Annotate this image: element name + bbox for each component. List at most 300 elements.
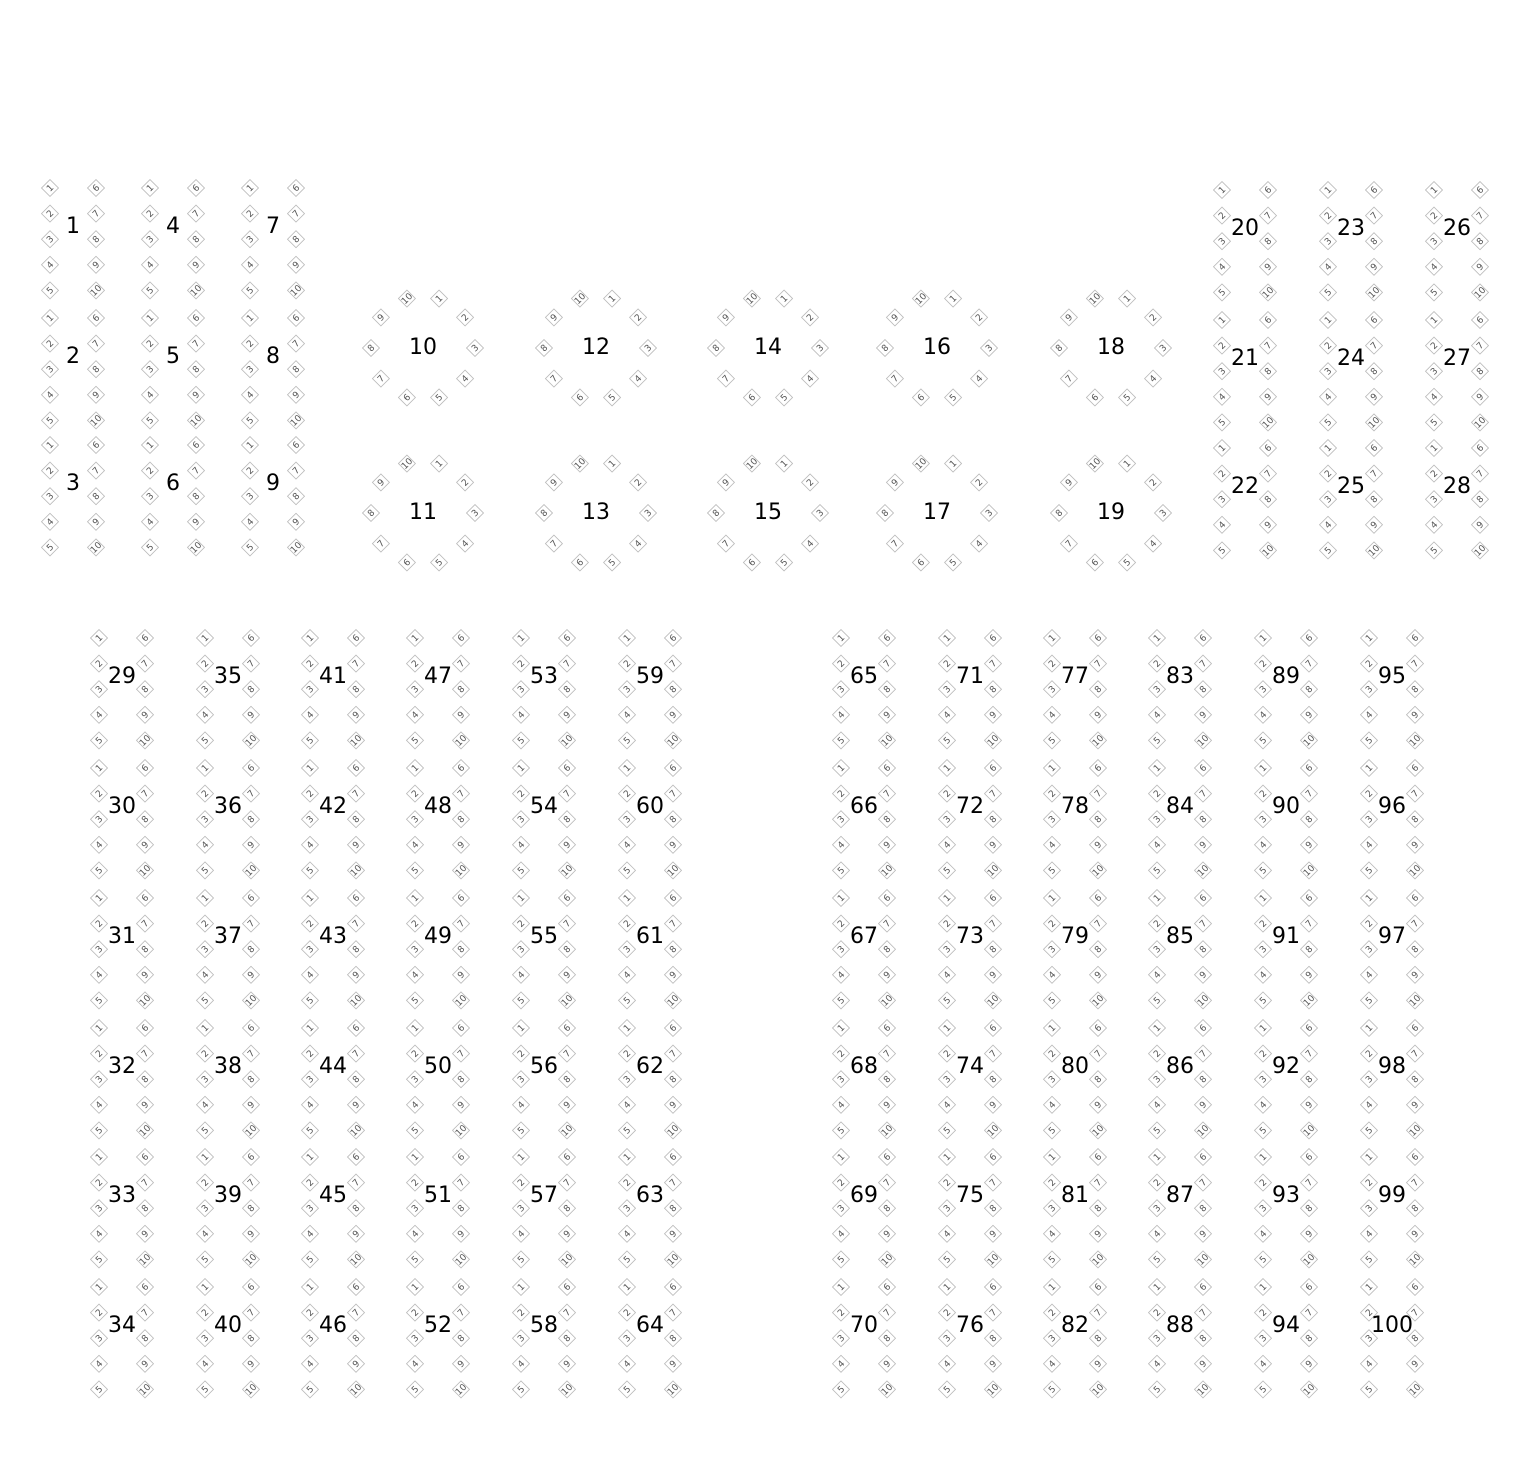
table-15[interactable]	[708, 455, 829, 571]
seat[interactable]	[1149, 630, 1166, 647]
seat[interactable]	[513, 1149, 530, 1166]
seat[interactable]	[188, 256, 205, 273]
seat[interactable]	[879, 1071, 896, 1088]
seat[interactable]	[288, 513, 305, 530]
seat[interactable]	[665, 992, 682, 1009]
seat[interactable]	[1361, 1122, 1378, 1139]
seat[interactable]	[985, 1304, 1002, 1321]
seat[interactable]	[559, 1251, 576, 1268]
seat[interactable]	[407, 1045, 424, 1062]
seat[interactable]	[197, 836, 214, 853]
seat[interactable]	[1366, 233, 1383, 250]
seat[interactable]	[348, 630, 365, 647]
seat[interactable]	[1407, 1200, 1424, 1217]
seat[interactable]	[302, 1174, 319, 1191]
seat[interactable]	[985, 966, 1002, 983]
seat[interactable]	[559, 1330, 576, 1347]
table-56[interactable]	[513, 1020, 576, 1139]
seat[interactable]	[137, 1200, 154, 1217]
table-81[interactable]	[1044, 1149, 1107, 1268]
table-66[interactable]	[833, 760, 896, 879]
seat[interactable]	[1426, 388, 1443, 405]
seat[interactable]	[559, 890, 576, 907]
seat[interactable]	[1090, 1122, 1107, 1139]
seat[interactable]	[985, 1149, 1002, 1166]
seat[interactable]	[188, 205, 205, 222]
seat[interactable]	[91, 1122, 108, 1139]
seat[interactable]	[398, 554, 415, 571]
seat[interactable]	[1060, 535, 1077, 552]
seat[interactable]	[1320, 312, 1337, 329]
seat[interactable]	[197, 1381, 214, 1398]
seat[interactable]	[288, 462, 305, 479]
seat[interactable]	[985, 992, 1002, 1009]
seat[interactable]	[619, 992, 636, 1009]
seat[interactable]	[197, 630, 214, 647]
seat[interactable]	[197, 1279, 214, 1296]
seat[interactable]	[912, 455, 929, 472]
seat[interactable]	[619, 1251, 636, 1268]
seat[interactable]	[137, 1381, 154, 1398]
seat[interactable]	[137, 1071, 154, 1088]
seat[interactable]	[1086, 554, 1103, 571]
seat[interactable]	[1149, 732, 1166, 749]
seat[interactable]	[1426, 363, 1443, 380]
seat[interactable]	[1426, 337, 1443, 354]
seat[interactable]	[879, 811, 896, 828]
seat[interactable]	[1195, 966, 1212, 983]
seat[interactable]	[1361, 811, 1378, 828]
seat[interactable]	[513, 836, 530, 853]
seat[interactable]	[453, 890, 470, 907]
seat[interactable]	[1255, 941, 1272, 958]
seat[interactable]	[513, 1045, 530, 1062]
seat[interactable]	[1472, 388, 1489, 405]
table-22[interactable]	[1214, 440, 1277, 559]
seat[interactable]	[513, 1251, 530, 1268]
seat[interactable]	[1361, 1355, 1378, 1372]
table-74[interactable]	[939, 1020, 1002, 1139]
seat[interactable]	[717, 474, 734, 491]
seat[interactable]	[1320, 491, 1337, 508]
seat[interactable]	[453, 1020, 470, 1037]
seat[interactable]	[302, 630, 319, 647]
seat[interactable]	[912, 389, 929, 406]
seat[interactable]	[1044, 992, 1061, 1009]
seat[interactable]	[1149, 862, 1166, 879]
seat[interactable]	[1255, 862, 1272, 879]
seat[interactable]	[559, 1225, 576, 1242]
seat[interactable]	[802, 370, 819, 387]
seat[interactable]	[939, 1330, 956, 1347]
seat[interactable]	[1301, 915, 1318, 932]
seat[interactable]	[1214, 337, 1231, 354]
seat[interactable]	[939, 862, 956, 879]
table-98[interactable]	[1361, 1020, 1424, 1139]
seat[interactable]	[513, 1304, 530, 1321]
seat[interactable]	[1407, 1225, 1424, 1242]
seat[interactable]	[559, 1020, 576, 1037]
table-3[interactable]	[42, 437, 105, 556]
table-58[interactable]	[513, 1279, 576, 1398]
seat[interactable]	[242, 256, 259, 273]
seat[interactable]	[348, 862, 365, 879]
seat[interactable]	[1195, 811, 1212, 828]
seat[interactable]	[1255, 992, 1272, 1009]
seat[interactable]	[348, 1330, 365, 1347]
seat[interactable]	[971, 535, 988, 552]
seat[interactable]	[1149, 655, 1166, 672]
seat[interactable]	[407, 915, 424, 932]
seat[interactable]	[348, 760, 365, 777]
seat[interactable]	[407, 1279, 424, 1296]
seat[interactable]	[630, 309, 647, 326]
seat[interactable]	[142, 513, 159, 530]
seat[interactable]	[1361, 890, 1378, 907]
seat[interactable]	[1407, 1149, 1424, 1166]
seat[interactable]	[665, 862, 682, 879]
seat[interactable]	[1044, 1251, 1061, 1268]
seat[interactable]	[619, 811, 636, 828]
seat[interactable]	[1407, 915, 1424, 932]
seat[interactable]	[1255, 1096, 1272, 1113]
seat[interactable]	[1361, 941, 1378, 958]
seat[interactable]	[1255, 760, 1272, 777]
table-89[interactable]	[1255, 630, 1318, 749]
seat[interactable]	[348, 1122, 365, 1139]
table-87[interactable]	[1149, 1149, 1212, 1268]
seat[interactable]	[1044, 785, 1061, 802]
seat[interactable]	[407, 1149, 424, 1166]
table-50[interactable]	[407, 1020, 470, 1139]
seat[interactable]	[1195, 1330, 1212, 1347]
seat[interactable]	[1044, 1381, 1061, 1398]
seat[interactable]	[137, 1251, 154, 1268]
seat[interactable]	[1320, 284, 1337, 301]
seat[interactable]	[1145, 474, 1162, 491]
table-20[interactable]	[1214, 182, 1277, 301]
seat[interactable]	[1260, 542, 1277, 559]
seat[interactable]	[1260, 388, 1277, 405]
seat[interactable]	[985, 1330, 1002, 1347]
seat[interactable]	[1044, 811, 1061, 828]
seat[interactable]	[879, 1200, 896, 1217]
seat[interactable]	[1472, 440, 1489, 457]
seat[interactable]	[1301, 862, 1318, 879]
seat[interactable]	[513, 732, 530, 749]
seat[interactable]	[1090, 1251, 1107, 1268]
seat[interactable]	[1407, 1381, 1424, 1398]
seat[interactable]	[1149, 1225, 1166, 1242]
seat[interactable]	[142, 437, 159, 454]
seat[interactable]	[1044, 1279, 1061, 1296]
seat[interactable]	[665, 760, 682, 777]
seat[interactable]	[1426, 182, 1443, 199]
seat[interactable]	[559, 941, 576, 958]
seat[interactable]	[91, 1149, 108, 1166]
seat[interactable]	[559, 706, 576, 723]
seat[interactable]	[1260, 414, 1277, 431]
table-36[interactable]	[197, 760, 260, 879]
seat[interactable]	[137, 681, 154, 698]
seat[interactable]	[453, 1381, 470, 1398]
seat[interactable]	[1407, 1355, 1424, 1372]
seat[interactable]	[91, 785, 108, 802]
seat[interactable]	[879, 706, 896, 723]
seat[interactable]	[665, 966, 682, 983]
table-37[interactable]	[197, 890, 260, 1009]
seat[interactable]	[1361, 655, 1378, 672]
table-43[interactable]	[302, 890, 365, 1009]
table-7[interactable]	[242, 180, 305, 299]
seat[interactable]	[42, 231, 59, 248]
seat[interactable]	[1090, 1200, 1107, 1217]
seat[interactable]	[1301, 1279, 1318, 1296]
seat[interactable]	[302, 941, 319, 958]
table-75[interactable]	[939, 1149, 1002, 1268]
seat[interactable]	[513, 1225, 530, 1242]
seat[interactable]	[708, 505, 725, 522]
seat[interactable]	[91, 992, 108, 1009]
seat[interactable]	[802, 309, 819, 326]
seat[interactable]	[1060, 370, 1077, 387]
seat[interactable]	[1361, 706, 1378, 723]
seat[interactable]	[879, 1174, 896, 1191]
seat[interactable]	[243, 1225, 260, 1242]
seat[interactable]	[1044, 1304, 1061, 1321]
seat[interactable]	[559, 655, 576, 672]
seat[interactable]	[348, 1071, 365, 1088]
seat[interactable]	[619, 1355, 636, 1372]
seat[interactable]	[348, 681, 365, 698]
seat[interactable]	[1301, 1020, 1318, 1037]
seat[interactable]	[833, 890, 850, 907]
seat[interactable]	[1044, 1020, 1061, 1037]
seat[interactable]	[1255, 1174, 1272, 1191]
seat[interactable]	[912, 554, 929, 571]
seat[interactable]	[1090, 1174, 1107, 1191]
seat[interactable]	[513, 1096, 530, 1113]
seat[interactable]	[619, 1225, 636, 1242]
seat[interactable]	[348, 836, 365, 853]
seat[interactable]	[1301, 811, 1318, 828]
seat[interactable]	[939, 1071, 956, 1088]
seat[interactable]	[88, 231, 105, 248]
seat[interactable]	[91, 1071, 108, 1088]
seat[interactable]	[1214, 388, 1231, 405]
seat[interactable]	[1044, 1122, 1061, 1139]
seat[interactable]	[833, 1200, 850, 1217]
seat[interactable]	[372, 474, 389, 491]
table-65[interactable]	[833, 630, 896, 749]
seat[interactable]	[407, 1304, 424, 1321]
seat[interactable]	[640, 340, 657, 357]
seat[interactable]	[939, 836, 956, 853]
seat[interactable]	[302, 1251, 319, 1268]
seat[interactable]	[242, 488, 259, 505]
seat[interactable]	[1366, 312, 1383, 329]
seat[interactable]	[1407, 732, 1424, 749]
seat[interactable]	[242, 513, 259, 530]
seat[interactable]	[559, 836, 576, 853]
seat[interactable]	[88, 386, 105, 403]
seat[interactable]	[453, 811, 470, 828]
seat[interactable]	[812, 340, 829, 357]
seat[interactable]	[188, 361, 205, 378]
seat[interactable]	[188, 412, 205, 429]
seat[interactable]	[1366, 388, 1383, 405]
seat[interactable]	[971, 370, 988, 387]
seat[interactable]	[665, 1096, 682, 1113]
seat[interactable]	[302, 1225, 319, 1242]
table-13[interactable]	[536, 455, 657, 571]
seat[interactable]	[1407, 862, 1424, 879]
seat[interactable]	[288, 412, 305, 429]
seat[interactable]	[453, 681, 470, 698]
seat[interactable]	[1426, 414, 1443, 431]
seat[interactable]	[398, 290, 415, 307]
seat[interactable]	[1320, 542, 1337, 559]
seat[interactable]	[142, 539, 159, 556]
seat[interactable]	[513, 1174, 530, 1191]
seat[interactable]	[453, 966, 470, 983]
seat[interactable]	[665, 811, 682, 828]
seat[interactable]	[137, 1304, 154, 1321]
seat[interactable]	[939, 1225, 956, 1242]
seat[interactable]	[877, 505, 894, 522]
seat[interactable]	[559, 1174, 576, 1191]
seat[interactable]	[288, 310, 305, 327]
seat[interactable]	[1361, 1251, 1378, 1268]
seat[interactable]	[1407, 1096, 1424, 1113]
seat[interactable]	[1090, 1355, 1107, 1372]
seat[interactable]	[242, 231, 259, 248]
seat[interactable]	[833, 706, 850, 723]
seat[interactable]	[833, 760, 850, 777]
seat[interactable]	[1195, 1355, 1212, 1372]
table-67[interactable]	[833, 890, 896, 1009]
seat[interactable]	[985, 630, 1002, 647]
table-19[interactable]	[1051, 455, 1172, 571]
table-59[interactable]	[619, 630, 682, 749]
table-97[interactable]	[1361, 890, 1424, 1009]
table-49[interactable]	[407, 890, 470, 1009]
seat[interactable]	[833, 1020, 850, 1037]
seat[interactable]	[288, 539, 305, 556]
seat[interactable]	[1361, 1225, 1378, 1242]
seat[interactable]	[243, 1045, 260, 1062]
seat[interactable]	[1195, 681, 1212, 698]
seat[interactable]	[243, 681, 260, 698]
seat[interactable]	[1366, 258, 1383, 275]
seat[interactable]	[879, 785, 896, 802]
seat[interactable]	[665, 890, 682, 907]
seat[interactable]	[142, 205, 159, 222]
seat[interactable]	[42, 513, 59, 530]
seat[interactable]	[188, 539, 205, 556]
seat[interactable]	[1366, 337, 1383, 354]
seat[interactable]	[1145, 370, 1162, 387]
seat[interactable]	[571, 290, 588, 307]
seat[interactable]	[1472, 542, 1489, 559]
seat[interactable]	[407, 1174, 424, 1191]
seat[interactable]	[1149, 1251, 1166, 1268]
seat[interactable]	[1320, 258, 1337, 275]
seat[interactable]	[91, 966, 108, 983]
seat[interactable]	[879, 836, 896, 853]
seat[interactable]	[302, 760, 319, 777]
seat[interactable]	[431, 455, 448, 472]
seat[interactable]	[619, 1045, 636, 1062]
seat[interactable]	[288, 335, 305, 352]
seat[interactable]	[939, 1045, 956, 1062]
seat[interactable]	[91, 915, 108, 932]
seat[interactable]	[619, 836, 636, 853]
table-44[interactable]	[302, 1020, 365, 1139]
seat[interactable]	[559, 760, 576, 777]
table-23[interactable]	[1320, 182, 1383, 301]
seat[interactable]	[559, 862, 576, 879]
seat[interactable]	[288, 282, 305, 299]
seat[interactable]	[1255, 1045, 1272, 1062]
seat[interactable]	[188, 180, 205, 197]
seat[interactable]	[665, 1381, 682, 1398]
seat[interactable]	[985, 1200, 1002, 1217]
table-46[interactable]	[302, 1279, 365, 1398]
seat[interactable]	[137, 1174, 154, 1191]
seat[interactable]	[559, 1279, 576, 1296]
seat[interactable]	[372, 535, 389, 552]
seat[interactable]	[1255, 1355, 1272, 1372]
seat[interactable]	[513, 915, 530, 932]
seat[interactable]	[513, 992, 530, 1009]
seat[interactable]	[91, 1096, 108, 1113]
seat[interactable]	[981, 340, 998, 357]
seat[interactable]	[1149, 811, 1166, 828]
seat[interactable]	[142, 335, 159, 352]
seat[interactable]	[619, 966, 636, 983]
seat[interactable]	[91, 630, 108, 647]
seat[interactable]	[939, 732, 956, 749]
seat[interactable]	[833, 1096, 850, 1113]
seat[interactable]	[197, 1251, 214, 1268]
seat[interactable]	[886, 309, 903, 326]
seat[interactable]	[665, 1304, 682, 1321]
seat[interactable]	[407, 630, 424, 647]
seat[interactable]	[243, 1122, 260, 1139]
seat[interactable]	[1145, 535, 1162, 552]
table-34[interactable]	[91, 1279, 154, 1398]
table-77[interactable]	[1044, 630, 1107, 749]
seat[interactable]	[1361, 966, 1378, 983]
seat[interactable]	[88, 335, 105, 352]
table-52[interactable]	[407, 1279, 470, 1398]
seat[interactable]	[1195, 655, 1212, 672]
table-1[interactable]	[42, 180, 105, 299]
seat[interactable]	[88, 539, 105, 556]
seat[interactable]	[1044, 1071, 1061, 1088]
seat[interactable]	[1320, 516, 1337, 533]
seat[interactable]	[1255, 836, 1272, 853]
table-38[interactable]	[197, 1020, 260, 1139]
table-63[interactable]	[619, 1149, 682, 1268]
seat[interactable]	[1255, 1381, 1272, 1398]
seat[interactable]	[407, 732, 424, 749]
seat[interactable]	[912, 290, 929, 307]
seat[interactable]	[348, 706, 365, 723]
seat[interactable]	[1195, 1174, 1212, 1191]
seat[interactable]	[1149, 941, 1166, 958]
